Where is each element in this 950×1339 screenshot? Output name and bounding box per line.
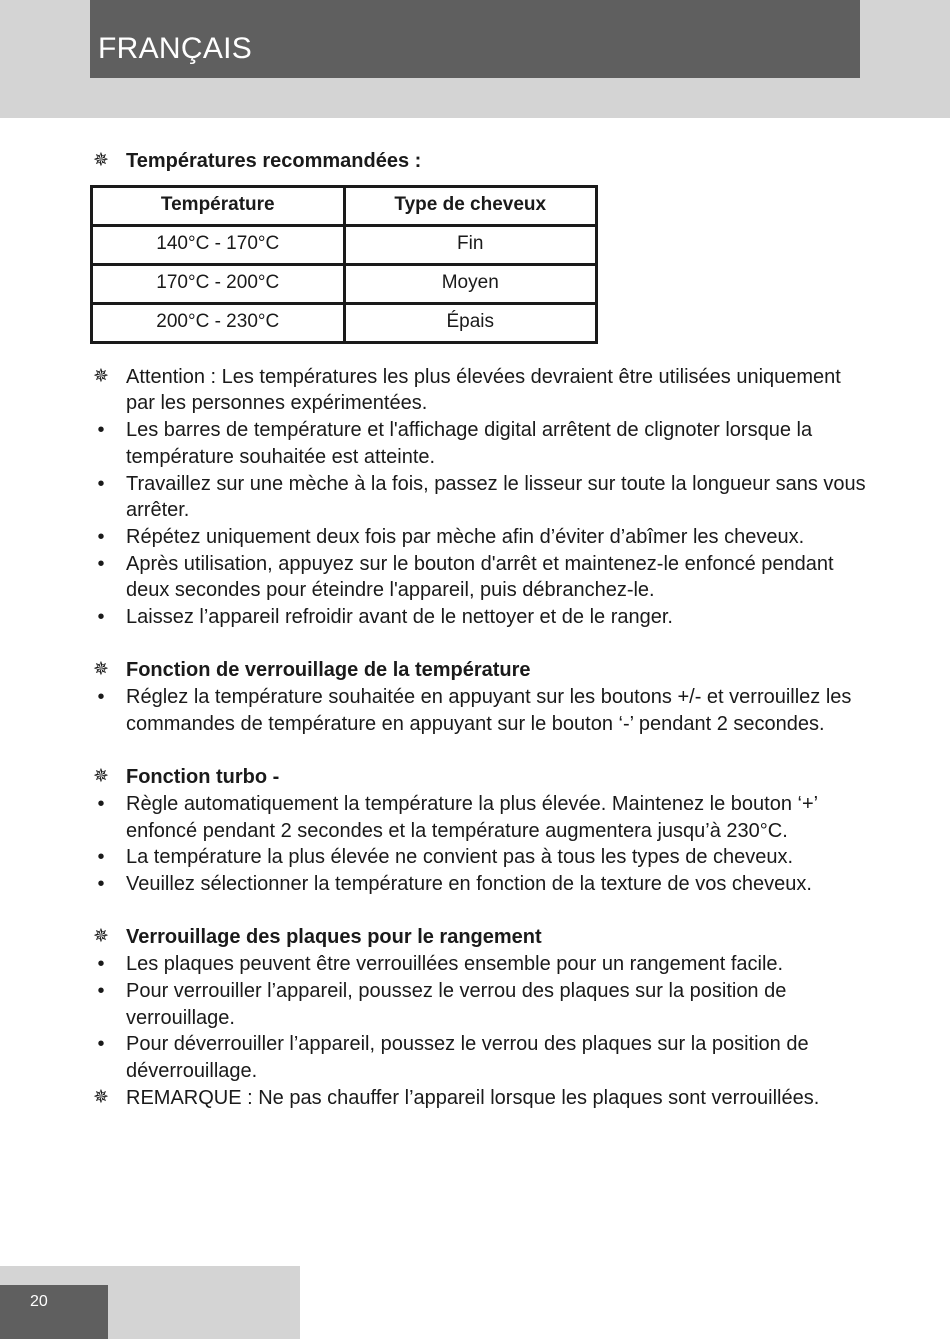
table-cell: Épais [344, 303, 597, 342]
bullet-dot: • [97, 686, 105, 709]
table-cell: 200°C - 230°C [92, 303, 345, 342]
list-item [88, 844, 868, 871]
list-item [88, 471, 868, 524]
list-item [88, 417, 868, 470]
list-item-text: Laissez l’appareil refroidir avant de le nettoyer et de le ranger. [126, 606, 673, 629]
list-item-text: Les barres de température et l'affichage digital arrêtent de clignoter lorsque la température souhaitée est atteinte. [126, 419, 813, 468]
bullet-dot: • [97, 552, 105, 575]
bullet-dot: • [97, 979, 105, 1002]
language-header: FRANÇAIS [90, 0, 860, 78]
section-heading: Fonction de verrouillage de la température [126, 659, 531, 682]
bullet-dot: • [97, 1033, 105, 1056]
attention-text: Attention : Les températures les plus élevées devraient être utilisées uniquement par les personnes expérimentées. [126, 365, 841, 415]
list-item-text: Veuillez sélectionner la température en fonction de la texture de vos cheveux. [126, 873, 812, 896]
remark-text: REMARQUE : Ne pas chauffer l’appareil lorsque les plaques sont verrouillées. [126, 1086, 820, 1109]
manual-content [88, 148, 868, 1111]
bullet-dot: • [97, 472, 105, 495]
sun-star-icon: ✵ [93, 365, 109, 387]
list-item-text: Après utilisation, appuyez sur le bouton d'arrêt et maintenez-le enfoncé pendant deux secondes pour éteindre l'appareil, puis débranchez-le. [126, 552, 834, 602]
list-item-text: Règle automatiquement la température la plus élevée. Maintenez le bouton ‘+’ enfoncé pendant 2 secondes et la température augmentera jusqu’à 230°C. [126, 792, 818, 842]
bullet-dot: • [97, 525, 105, 548]
section-heading: Verrouillage des plaques pour le rangement [126, 926, 542, 949]
list-item [88, 791, 868, 844]
list-item-text: La température la plus élevée ne convient pas à tous les types de cheveux. [126, 846, 794, 869]
temperature-heading-row [88, 148, 868, 175]
bullet-dot: • [97, 419, 105, 442]
table-cell: 140°C - 170°C [92, 225, 345, 264]
list-item [88, 551, 868, 604]
list-item [88, 871, 868, 898]
section-gap [88, 631, 868, 658]
section-gap [88, 738, 868, 765]
temperature-table [90, 185, 598, 344]
section-gap [88, 898, 868, 925]
list-item-text: Pour déverrouiller l’appareil, poussez le verrou des plaques sur la position de déverrouillage. [126, 1033, 809, 1082]
lock-heading-row [88, 657, 868, 684]
list-item-text: Pour verrouiller l’appareil, poussez le verrou des plaques sur la position de verrouillage. [126, 979, 787, 1029]
sun-star-icon: ✵ [93, 150, 109, 171]
list-item [88, 524, 868, 551]
list-item-text: Réglez la température souhaitée en appuyant sur les boutons +/- et verrouillez les commandes de température en appuyant sur le bouton ‘-’ pendant 2 secondes. [126, 686, 852, 735]
sun-star-icon: ✵ [93, 659, 109, 681]
table-cell: Fin [344, 225, 597, 264]
list-item-text: Les plaques peuvent être verrouillées ensemble pour un rangement facile. [126, 953, 784, 976]
table-row [92, 225, 597, 264]
list-item [88, 604, 868, 631]
sun-star-icon: ✵ [93, 1086, 109, 1108]
table-cell: Moyen [344, 264, 597, 303]
list-item-text: Répétez uniquement deux fois par mèche afin d’éviter d’abîmer les cheveux. [126, 525, 805, 548]
page-number: 20 [0, 1285, 108, 1339]
bullet-dot: • [97, 953, 105, 976]
bullet-dot: • [97, 792, 105, 815]
turbo-heading-row [88, 764, 868, 791]
temperature-heading: Températures recommandées : [126, 150, 422, 172]
section-heading: Fonction turbo - [126, 766, 280, 789]
list-item [88, 978, 868, 1031]
column-header: Type de cheveux [344, 186, 597, 225]
bullet-dot: • [97, 846, 105, 869]
plate-lock-heading-row [88, 924, 868, 951]
list-item [88, 1031, 868, 1084]
bullet-dot: • [97, 873, 105, 896]
list-item-text: Travaillez sur une mèche à la fois, passez le lisseur sur toute la longueur sans vous arrêter. [126, 472, 866, 522]
bullet-dot: • [97, 606, 105, 629]
sun-star-icon: ✵ [93, 766, 109, 788]
table-row [92, 264, 597, 303]
sun-star-icon: ✵ [93, 926, 109, 948]
list-item [88, 951, 868, 978]
column-header: Température [92, 186, 345, 225]
list-item [88, 684, 868, 737]
table-header-row [92, 186, 597, 225]
attention-note [88, 364, 868, 417]
table-row [92, 303, 597, 342]
table-cell: 170°C - 200°C [92, 264, 345, 303]
remark-note [88, 1085, 868, 1112]
